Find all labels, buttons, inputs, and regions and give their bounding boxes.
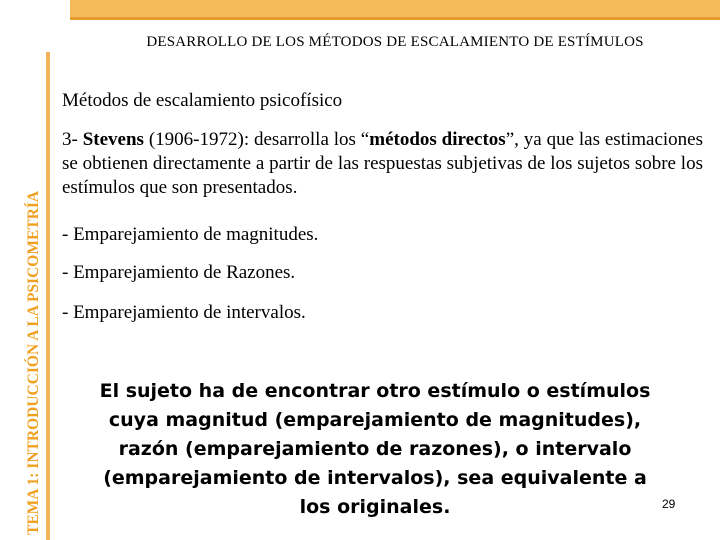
slide-subtitle: Métodos de escalamiento psicofísico <box>62 90 343 111</box>
side-divider <box>46 52 50 540</box>
bullet-magnitudes: - Emparejamiento de magnitudes. <box>62 224 319 245</box>
author-name: Stevens <box>82 129 144 150</box>
slide-header: DESARROLLO DE LOS MÉTODOS DE ESCALAMIENTO DE ESTÍMULOS <box>146 34 644 50</box>
bullet-razones: - Emparejamiento de Razones. <box>62 262 296 283</box>
key-term: métodos directos <box>369 129 506 150</box>
top-accent-bar <box>70 0 720 17</box>
top-accent-line <box>70 17 720 20</box>
side-topic-label: TEMA 1: INTRODUCCIÓN A LA PSICOMETRÍA <box>25 190 42 535</box>
stevens-paragraph <box>62 128 703 200</box>
paragraph-prefix: 3- <box>62 129 83 150</box>
page-number: 29 <box>662 497 676 511</box>
bullet-intervalos: - Emparejamiento de intervalos. <box>62 302 306 323</box>
paragraph-rest: ”, ya que las estimaciones se obtienen directamente a partir de las respuestas subjetivas de los sujetos sobre los estímulos que son presentados. <box>62 129 704 198</box>
emphasis-statement: El sujeto ha de encontrar otro estímulo o estímulos cuya magnitud (emparejamiento de magnitudes), razón (emparejamiento de razones), o intervalo (emparejamiento de intervalos), sea equivalente a los originales. <box>99 380 651 518</box>
paragraph-middle: (1906-1972): desarrolla los “ <box>143 129 370 150</box>
